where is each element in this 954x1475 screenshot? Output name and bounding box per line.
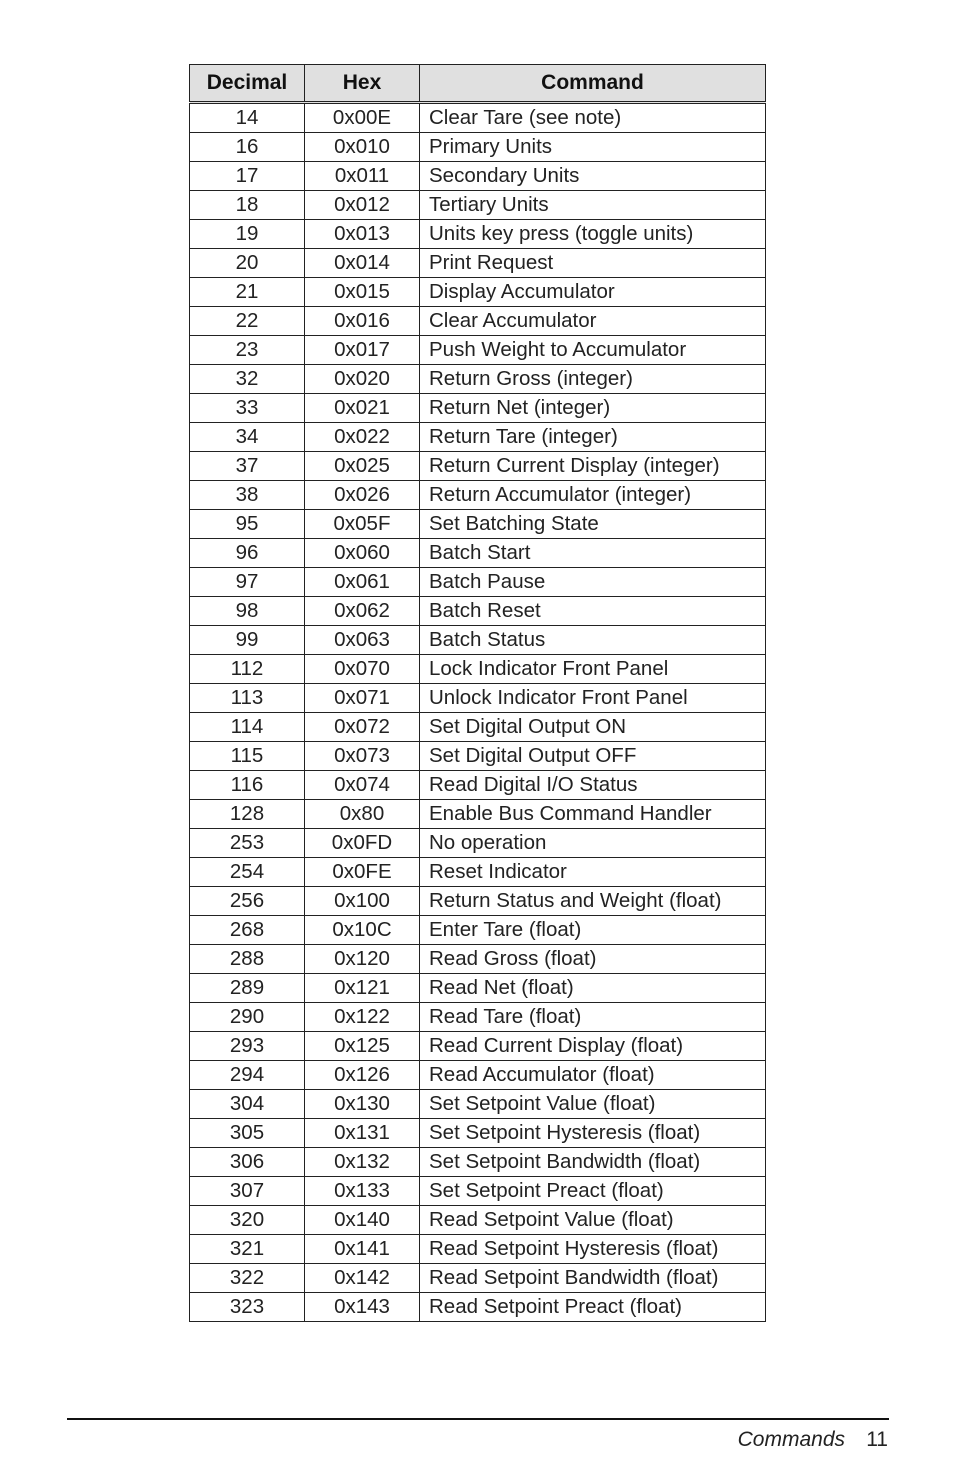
footer-section-label: Commands — [737, 1428, 845, 1451]
decimal-cell: 293 — [190, 1032, 305, 1061]
hex-cell: 0x121 — [305, 974, 420, 1003]
decimal-cell: 254 — [190, 858, 305, 887]
decimal-cell: 306 — [190, 1148, 305, 1177]
command-cell: Set Setpoint Preact (float) — [420, 1177, 766, 1206]
table-row — [190, 1264, 766, 1293]
command-cell: Set Setpoint Bandwidth (float) — [420, 1148, 766, 1177]
hex-cell: 0x017 — [305, 336, 420, 365]
hex-cell: 0x072 — [305, 713, 420, 742]
table-row — [190, 916, 766, 945]
hex-cell: 0x122 — [305, 1003, 420, 1032]
decimal-cell: 20 — [190, 249, 305, 278]
table-row — [190, 887, 766, 916]
decimal-cell: 114 — [190, 713, 305, 742]
command-cell: Read Tare (float) — [420, 1003, 766, 1032]
command-cell: Lock Indicator Front Panel — [420, 655, 766, 684]
command-cell: Clear Accumulator — [420, 307, 766, 336]
command-cell: Units key press (toggle units) — [420, 220, 766, 249]
command-cell: Set Setpoint Hysteresis (float) — [420, 1119, 766, 1148]
table-row — [190, 597, 766, 626]
decimal-cell: 112 — [190, 655, 305, 684]
hex-cell: 0x060 — [305, 539, 420, 568]
decimal-cell: 32 — [190, 365, 305, 394]
hex-cell: 0x00E — [305, 103, 420, 133]
command-cell: Batch Pause — [420, 568, 766, 597]
table-row — [190, 133, 766, 162]
hex-cell: 0x022 — [305, 423, 420, 452]
table-row — [190, 568, 766, 597]
hex-cell: 0x05F — [305, 510, 420, 539]
command-cell: Unlock Indicator Front Panel — [420, 684, 766, 713]
table-row — [190, 1032, 766, 1061]
command-cell: Read Current Display (float) — [420, 1032, 766, 1061]
command-cell: Return Net (integer) — [420, 394, 766, 423]
command-table — [189, 64, 766, 1322]
table-row — [190, 481, 766, 510]
hex-cell: 0x010 — [305, 133, 420, 162]
table-row — [190, 1061, 766, 1090]
table-row — [190, 655, 766, 684]
hex-cell: 0x143 — [305, 1293, 420, 1322]
hex-cell: 0x061 — [305, 568, 420, 597]
decimal-cell: 323 — [190, 1293, 305, 1322]
command-cell: Read Setpoint Bandwidth (float) — [420, 1264, 766, 1293]
decimal-cell: 22 — [190, 307, 305, 336]
command-cell: Return Status and Weight (float) — [420, 887, 766, 916]
table-row — [190, 162, 766, 191]
hex-cell: 0x125 — [305, 1032, 420, 1061]
table-row — [190, 249, 766, 278]
command-cell: Read Digital I/O Status — [420, 771, 766, 800]
table-row — [190, 191, 766, 220]
hex-cell: 0x013 — [305, 220, 420, 249]
table-row — [190, 1177, 766, 1206]
decimal-cell: 320 — [190, 1206, 305, 1235]
decimal-cell: 33 — [190, 394, 305, 423]
hex-cell: 0x014 — [305, 249, 420, 278]
table-row — [190, 800, 766, 829]
decimal-cell: 18 — [190, 191, 305, 220]
hex-cell: 0x073 — [305, 742, 420, 771]
table-row — [190, 452, 766, 481]
command-cell: Tertiary Units — [420, 191, 766, 220]
command-cell: Read Accumulator (float) — [420, 1061, 766, 1090]
hex-cell: 0x062 — [305, 597, 420, 626]
hex-cell: 0x0FD — [305, 829, 420, 858]
table-body — [190, 103, 766, 1322]
hex-cell: 0x80 — [305, 800, 420, 829]
table-row — [190, 539, 766, 568]
table-row — [190, 510, 766, 539]
table-row — [190, 423, 766, 452]
table-row — [190, 1293, 766, 1322]
decimal-cell: 16 — [190, 133, 305, 162]
decimal-cell: 14 — [190, 103, 305, 133]
decimal-cell: 322 — [190, 1264, 305, 1293]
table-row — [190, 1148, 766, 1177]
hex-cell: 0x063 — [305, 626, 420, 655]
command-cell: Read Net (float) — [420, 974, 766, 1003]
table-row — [190, 626, 766, 655]
hex-cell: 0x012 — [305, 191, 420, 220]
page-number: 11 — [866, 1428, 888, 1451]
table-row — [190, 858, 766, 887]
decimal-cell: 305 — [190, 1119, 305, 1148]
table-row — [190, 394, 766, 423]
hex-cell: 0x130 — [305, 1090, 420, 1119]
command-cell: Push Weight to Accumulator — [420, 336, 766, 365]
decimal-cell: 21 — [190, 278, 305, 307]
hex-cell: 0x021 — [305, 394, 420, 423]
command-cell: Return Accumulator (integer) — [420, 481, 766, 510]
hex-cell: 0x126 — [305, 1061, 420, 1090]
command-cell: Return Gross (integer) — [420, 365, 766, 394]
command-cell: Enter Tare (float) — [420, 916, 766, 945]
hex-cell: 0x020 — [305, 365, 420, 394]
command-cell: Enable Bus Command Handler — [420, 800, 766, 829]
table-row — [190, 684, 766, 713]
table-row — [190, 103, 766, 133]
decimal-cell: 268 — [190, 916, 305, 945]
command-cell: Print Request — [420, 249, 766, 278]
table-row — [190, 829, 766, 858]
command-cell: Return Tare (integer) — [420, 423, 766, 452]
table-row — [190, 713, 766, 742]
command-cell: Batch Reset — [420, 597, 766, 626]
hex-cell: 0x015 — [305, 278, 420, 307]
command-cell: Batch Status — [420, 626, 766, 655]
table-row — [190, 742, 766, 771]
hex-cell: 0x133 — [305, 1177, 420, 1206]
decimal-cell: 115 — [190, 742, 305, 771]
decimal-cell: 289 — [190, 974, 305, 1003]
command-cell: Read Setpoint Value (float) — [420, 1206, 766, 1235]
header-row — [190, 65, 766, 103]
command-cell: Read Setpoint Preact (float) — [420, 1293, 766, 1322]
command-cell: Reset Indicator — [420, 858, 766, 887]
command-cell: Set Setpoint Value (float) — [420, 1090, 766, 1119]
decimal-cell: 95 — [190, 510, 305, 539]
command-cell: Clear Tare (see note) — [420, 103, 766, 133]
hex-cell: 0x132 — [305, 1148, 420, 1177]
decimal-cell: 99 — [190, 626, 305, 655]
table-row — [190, 336, 766, 365]
command-cell: Set Digital Output ON — [420, 713, 766, 742]
footer-rule — [67, 1418, 889, 1420]
command-cell: Read Setpoint Hysteresis (float) — [420, 1235, 766, 1264]
decimal-cell: 37 — [190, 452, 305, 481]
command-cell: Display Accumulator — [420, 278, 766, 307]
hex-cell: 0x011 — [305, 162, 420, 191]
command-cell: Secondary Units — [420, 162, 766, 191]
hex-cell: 0x026 — [305, 481, 420, 510]
header-decimal: Decimal — [190, 65, 305, 103]
decimal-cell: 128 — [190, 800, 305, 829]
hex-cell: 0x025 — [305, 452, 420, 481]
table-row — [190, 945, 766, 974]
decimal-cell: 307 — [190, 1177, 305, 1206]
command-cell: Set Batching State — [420, 510, 766, 539]
hex-cell: 0x131 — [305, 1119, 420, 1148]
hex-cell: 0x140 — [305, 1206, 420, 1235]
hex-cell: 0x074 — [305, 771, 420, 800]
table-row — [190, 220, 766, 249]
decimal-cell: 288 — [190, 945, 305, 974]
command-cell: No operation — [420, 829, 766, 858]
decimal-cell: 304 — [190, 1090, 305, 1119]
decimal-cell: 23 — [190, 336, 305, 365]
header-hex: Hex — [305, 65, 420, 103]
hex-cell: 0x141 — [305, 1235, 420, 1264]
decimal-cell: 321 — [190, 1235, 305, 1264]
command-cell: Batch Start — [420, 539, 766, 568]
table-row — [190, 1119, 766, 1148]
table-row — [190, 1235, 766, 1264]
command-cell: Primary Units — [420, 133, 766, 162]
decimal-cell: 256 — [190, 887, 305, 916]
hex-cell: 0x10C — [305, 916, 420, 945]
table-row — [190, 1206, 766, 1235]
hex-cell: 0x120 — [305, 945, 420, 974]
decimal-cell: 97 — [190, 568, 305, 597]
decimal-cell: 98 — [190, 597, 305, 626]
decimal-cell: 34 — [190, 423, 305, 452]
table-row — [190, 771, 766, 800]
command-cell: Set Digital Output OFF — [420, 742, 766, 771]
decimal-cell: 294 — [190, 1061, 305, 1090]
table-row — [190, 974, 766, 1003]
decimal-cell: 17 — [190, 162, 305, 191]
table-row — [190, 1003, 766, 1032]
decimal-cell: 290 — [190, 1003, 305, 1032]
header-command: Command — [420, 65, 766, 103]
table-row — [190, 1090, 766, 1119]
decimal-cell: 38 — [190, 481, 305, 510]
decimal-cell: 253 — [190, 829, 305, 858]
hex-cell: 0x070 — [305, 655, 420, 684]
hex-cell: 0x100 — [305, 887, 420, 916]
decimal-cell: 19 — [190, 220, 305, 249]
hex-cell: 0x0FE — [305, 858, 420, 887]
decimal-cell: 116 — [190, 771, 305, 800]
table-row — [190, 307, 766, 336]
hex-cell: 0x016 — [305, 307, 420, 336]
hex-cell: 0x071 — [305, 684, 420, 713]
decimal-cell: 113 — [190, 684, 305, 713]
hex-cell: 0x142 — [305, 1264, 420, 1293]
command-cell: Return Current Display (integer) — [420, 452, 766, 481]
decimal-cell: 96 — [190, 539, 305, 568]
table-row — [190, 278, 766, 307]
command-cell: Read Gross (float) — [420, 945, 766, 974]
table-row — [190, 365, 766, 394]
table-header — [190, 65, 766, 103]
